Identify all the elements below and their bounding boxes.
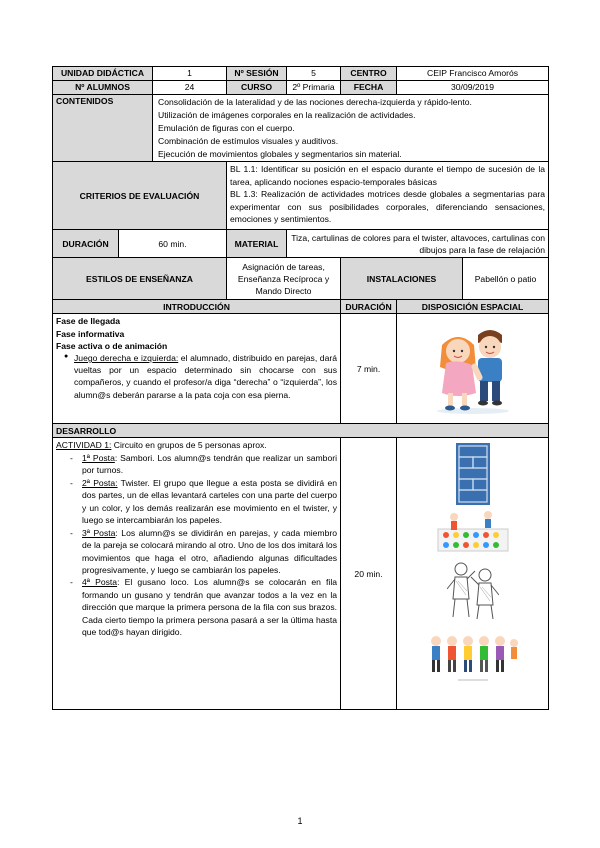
contenido-item: Consolidación de la lateralidad y de las nociones derecha-izquierda y rápido-lento. xyxy=(158,97,472,107)
contenidos-label: CONTENIDOS xyxy=(53,95,153,162)
list-item xyxy=(70,452,337,477)
fecha-value: 30/09/2019 xyxy=(397,81,549,95)
estilos-label: ESTILOS DE ENSEÑANZA xyxy=(53,258,227,300)
posta-name: 4ª Posta xyxy=(82,577,118,588)
duracion-value: 60 min. xyxy=(119,230,227,258)
sesion-label: Nº SESIÓN xyxy=(227,67,287,81)
activity-title: ACTIVIDAD 1: xyxy=(56,440,112,451)
criterio-item: BL 1.1: Identificar su posición en el espacio durante el tiempo de sucesión de la tarea, aplicando nociones espacio-temporales básicas xyxy=(230,164,546,187)
intro-duration: 7 min. xyxy=(341,314,397,424)
contenido-item: Utilización de imágenes corporales en la realización de actividades. xyxy=(158,109,416,120)
intro-image-cell xyxy=(397,314,549,424)
twister-illustration xyxy=(436,509,510,553)
list-item xyxy=(70,576,337,638)
fase-informativa: Fase informativa xyxy=(56,328,125,339)
alumnos-value: 24 xyxy=(153,81,227,95)
activity-line xyxy=(56,439,337,451)
postas-list xyxy=(56,452,337,639)
intro-disposicion-header: DISPOSICIÓN ESPACIAL xyxy=(397,300,549,314)
fecha-label: FECHA xyxy=(341,81,397,95)
intro-content xyxy=(53,314,341,424)
desarrollo-images-cell xyxy=(397,438,549,710)
curso-label: CURSO xyxy=(227,81,287,95)
material-label: MATERIAL xyxy=(227,230,287,258)
game-title: Juego derecha e izquierda: xyxy=(74,353,179,364)
list-item xyxy=(66,352,337,401)
worm-line-illustration xyxy=(428,631,518,685)
duracion-label: DURACIÓN xyxy=(53,230,119,258)
sambori-grid-illustration xyxy=(456,443,490,505)
activity-text: Circuito en grupos de 5 personas aprox. xyxy=(111,440,267,451)
instalaciones-value: Pabellón o patio xyxy=(463,258,549,300)
criterios-list xyxy=(227,162,549,230)
posta-text: : Los alumn@s se dividirán en parejas, y cada miembro de la pareja se colocará mirando al otro. Uno de los dos imitará los movimientos que haga el otro, añadiendo algunas dificultades progresivamente, y luego se cambiarán los papeles. xyxy=(82,527,338,575)
game-text: el alumnado, distribuido en parejas, dará vueltas por un espacio determinado sin chocarse con sus compañeros, y cuando el profesor/a diga “derecha” o “izquierda”, los alumn@s deberán pararse a la pata coja con esa pierna. xyxy=(74,353,338,400)
session-plan-table xyxy=(52,66,549,710)
curso-value: 2º Primaria xyxy=(287,81,341,95)
estilos-value: Asignación de tareas, Enseñanza Recíproca y Mando Directo xyxy=(227,258,341,300)
alumnos-label: Nº ALUMNOS xyxy=(53,81,153,95)
intro-duracion-header: DURACIÓN xyxy=(341,300,397,314)
intro-header: INTRODUCCIÓN xyxy=(53,300,341,314)
mirror-pair-illustration xyxy=(447,559,499,621)
posta-text: : El gusano loco. Los alumn@s se colocarán en fila formando un gusano y tendrán que avanzar todos a la vez en la dirección que marque la primera persona de la fila con sus brazos. Cada cierto tiempo la primera persona pasará a ser la última hasta que tod@s hayan dirigido. xyxy=(82,577,338,638)
page-number: 1 xyxy=(297,816,303,826)
contenidos-list xyxy=(153,95,549,162)
list-item xyxy=(70,477,337,527)
material-value: Tiza, cartulinas de colores para el twister, altavoces, cartulinas con dibujos para la fase de relajación xyxy=(287,230,549,258)
desarrollo-duration: 20 min. xyxy=(341,438,397,710)
desarrollo-header: DESARROLLO xyxy=(53,424,549,438)
criterios-label: CRITERIOS DE EVALUACIÓN xyxy=(53,162,227,230)
centro-value: CEIP Francisco Amorós xyxy=(397,67,549,81)
contenido-item: Ejecución de movimientos globales y segmentarios sin material. xyxy=(158,148,402,159)
list-item xyxy=(70,527,337,577)
posta-text: : Sambori. Los alumn@s tendrán que realizar un sambori por turnos. xyxy=(82,452,338,476)
fase-llegada: Fase de llegada xyxy=(56,316,121,327)
unidad-label: UNIDAD DIDÁCTICA xyxy=(53,67,153,81)
children-dancing-illustration xyxy=(428,323,518,415)
posta-name: 1ª Posta xyxy=(82,452,115,463)
centro-label: CENTRO xyxy=(341,67,397,81)
posta-text: Twister. El grupo que llegue a esta posta se dividirá en dos partes, un de ellas levantará carteles con una parte del cuerpo y un color, y los demás realizarán ese movimiento en el twister, y luego se intercambiarán los papeles. xyxy=(82,477,338,526)
posta-name: 3ª Posta xyxy=(82,527,116,538)
instalaciones-label: INSTALACIONES xyxy=(341,258,463,300)
fase-activa: Fase activa o de animación xyxy=(56,340,168,351)
contenido-item: Emulación de figuras con el cuerpo. xyxy=(158,122,295,133)
criterio-item: BL 1.3: Realización de actividades motrices desde globales a segmentarias para experimentar con sus posibilidades corporales, diferenciando sensaciones, emociones y sentimientos. xyxy=(230,189,546,225)
posta-name: 2ª Posta: xyxy=(82,477,118,488)
desarrollo-content xyxy=(53,438,341,710)
intro-list xyxy=(56,352,337,401)
contenido-item: Combinación de estímulos visuales y auditivos. xyxy=(158,135,339,146)
sesion-value: 5 xyxy=(287,67,341,81)
unidad-value: 1 xyxy=(153,67,227,81)
